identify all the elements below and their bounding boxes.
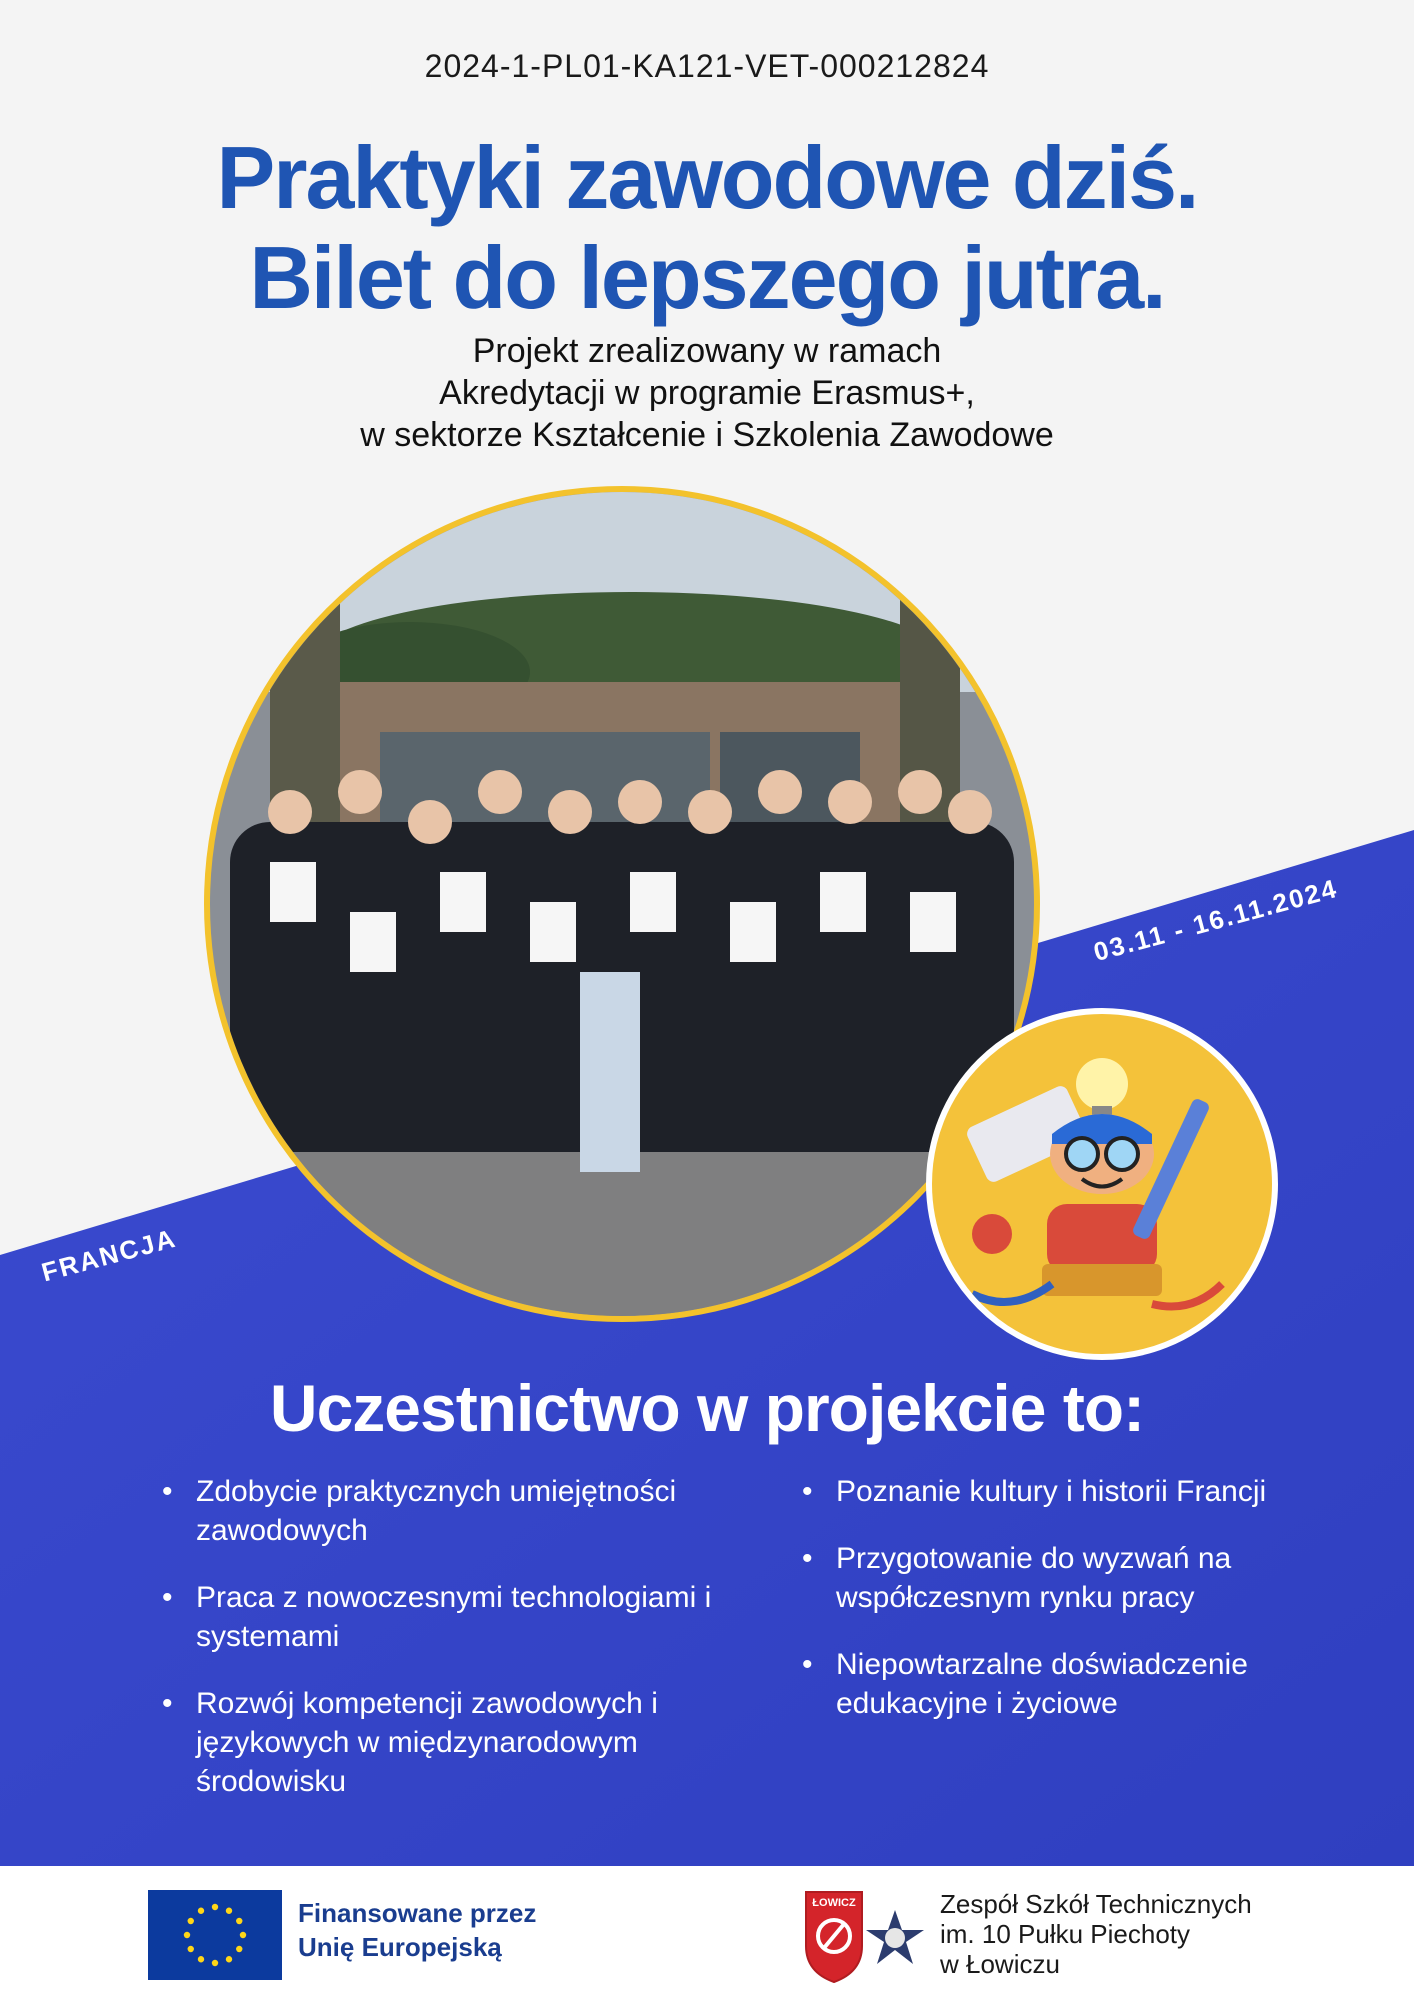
eu-star-icon xyxy=(226,1956,232,1962)
group-photo xyxy=(204,486,1040,1322)
page-title xyxy=(0,128,1414,328)
eu-star-icon xyxy=(198,1908,204,1914)
project-code: 2024-1-PL01-KA121-VET-000212824 xyxy=(424,48,990,84)
benefits-list-left xyxy=(156,1472,716,1829)
country-label: FRANCJA xyxy=(38,1222,180,1288)
technician-mascot-image xyxy=(926,1008,1278,1360)
eu-star-icon xyxy=(188,1946,194,1952)
school-crest-logo xyxy=(800,1886,930,1986)
list-item: • Praca z nowoczesnymi technologiami i systemami xyxy=(156,1578,716,1656)
benefits-list-right xyxy=(796,1472,1356,1751)
mascot-illustration xyxy=(932,1014,1272,1354)
title-line-1: Praktyki zawodowe dziś. xyxy=(216,128,1198,227)
title-line-2: Bilet do lepszego jutra. xyxy=(249,228,1165,327)
school-name-line-2: im. 10 Pułku Piechoty xyxy=(940,1919,1191,1949)
list-item: • Niepowtarzalne doświadczenie edukacyjne i życiowe xyxy=(796,1645,1356,1723)
subtitle-line-1: Projekt zrealizowany w ramach xyxy=(472,332,942,370)
group-photo-illustration xyxy=(210,492,1034,1316)
eu-star-icon xyxy=(240,1932,246,1938)
subtitle-line-2: Akredytacji w programie Erasmus+, xyxy=(439,374,975,412)
eu-star-icon xyxy=(184,1932,190,1938)
eu-star-icon xyxy=(212,1960,218,1966)
eu-funding-text xyxy=(298,1896,536,1964)
list-item: • Rozwój kompetencji zawodowych i językowych w międzynarodowym środowisku xyxy=(156,1684,716,1801)
school-name xyxy=(940,1889,1252,1979)
eu-star-icon xyxy=(198,1956,204,1962)
eu-flag-icon xyxy=(148,1890,282,1980)
section-heading: Uczestnictwo w projekcie to: xyxy=(269,1371,1145,1445)
eu-star-icon xyxy=(188,1918,194,1924)
school-crest-text: ŁOWICZ xyxy=(812,1897,856,1909)
school-name-line-3: w Łowiczu xyxy=(940,1949,1060,1979)
eu-star-icon xyxy=(236,1918,242,1924)
eu-funding-line-1: Finansowane przez xyxy=(298,1898,537,1928)
eu-star-icon xyxy=(226,1908,232,1914)
list-item: • Poznanie kultury i historii Francji xyxy=(796,1472,1356,1511)
eu-star-icon xyxy=(212,1904,218,1910)
school-name-line-1: Zespół Szkół Technicznych xyxy=(940,1889,1252,1919)
page-subtitle xyxy=(0,330,1414,456)
dates-label: 03.11 - 16.11.2024 xyxy=(1090,872,1341,968)
eu-star-icon xyxy=(236,1946,242,1952)
eu-funding-line-2: Unię Europejską xyxy=(298,1932,502,1962)
list-item: • Zdobycie praktycznych umiejętności zawodowych xyxy=(156,1472,716,1550)
subtitle-line-3: w sektorze Kształcenie i Szkolenia Zawodowe xyxy=(360,416,1054,454)
list-item: • Przygotowanie do wyzwań na współczesnym rynku pracy xyxy=(796,1539,1356,1617)
